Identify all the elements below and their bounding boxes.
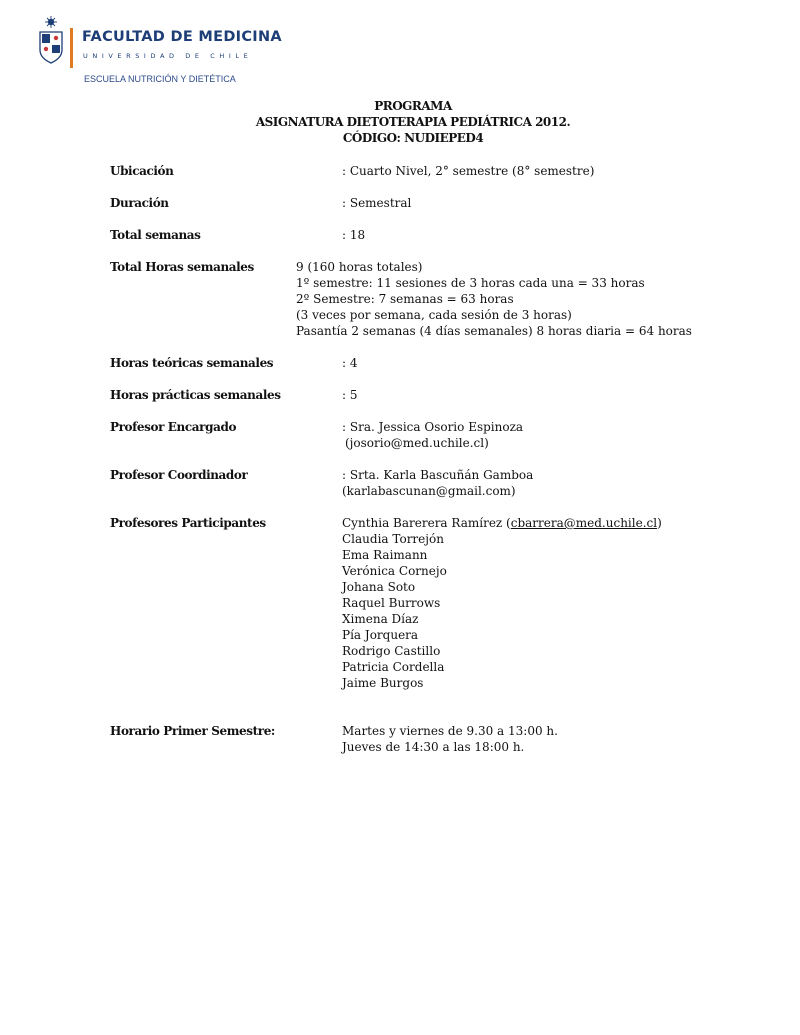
professor-email: (karlabascunan@gmail.com) [342, 484, 516, 498]
field-value: : 18 [342, 228, 366, 242]
field-label: Total Horas semanales [110, 260, 254, 274]
field-label: Profesor Encargado [110, 420, 237, 434]
participant-name: Patricia Cordella [342, 660, 445, 674]
professor-name: : Sra. Jessica Osorio Espinoza [342, 420, 524, 434]
participants-list [342, 515, 662, 691]
hours-line: (3 veces por semana, cada sesión de 3 horas) [296, 308, 572, 322]
field-value [342, 723, 558, 755]
hours-line: 9 (160 horas totales) [296, 260, 423, 274]
field-label: Duración [110, 196, 169, 210]
program-heading [0, 98, 800, 146]
schedule-line: Jueves de 14:30 a las 18:00 h. [342, 740, 525, 754]
participant-name: Raquel Burrows [342, 596, 441, 610]
participant-name: Claudia Torrejón [342, 532, 444, 546]
participant-name: Jaime Burgos [342, 676, 424, 690]
participant-name: Cynthia Barerera Ramírez ( [342, 516, 511, 530]
field-label: Horario Primer Semestre: [110, 724, 275, 738]
participant-first [342, 515, 662, 531]
hours-line: Pasantía 2 semanas (4 días semanales) 8 horas diaria = 64 horas [296, 324, 692, 338]
participant-name: Rodrigo Castillo [342, 644, 441, 658]
participant-name: Verónica Cornejo [342, 564, 447, 578]
field-value: : Cuarto Nivel, 2° semestre (8° semestre) [342, 164, 595, 178]
participant-email-link[interactable]: cbarrera@med.uchile.cl [510, 516, 658, 530]
field-label: Total semanas [110, 228, 201, 242]
paren-close: ) [657, 516, 662, 530]
professor-email: (josorio@med.uchile.cl) [345, 436, 489, 450]
hours-line: 2º Semestre: 7 semanas = 63 horas [296, 292, 514, 306]
field-value: : 5 [342, 388, 358, 402]
field-value [342, 419, 523, 435]
participant-name: Ema Raimann [342, 548, 428, 562]
participant-name: Ximena Díaz [342, 612, 419, 626]
university-crest-icon [38, 16, 64, 64]
field-label: Horas teóricas semanales [110, 356, 274, 370]
logo-subtitle: UNIVERSIDAD DE CHILE [83, 52, 253, 60]
hours-line: 1º semestre: 11 sesiones de 3 horas cada una = 33 horas [296, 276, 645, 290]
field-value: : 4 [342, 356, 358, 370]
course-code: CÓDIGO: NUDIEPED4 [342, 131, 484, 145]
field-value: : Semestral [342, 196, 412, 210]
school-name: ESCUELA NUTRICIÓN Y DIETÉTICA [84, 74, 236, 84]
field-value [296, 259, 692, 339]
field-value [342, 467, 533, 499]
schedule-line: Martes y viernes de 9.30 a 13:00 h. [342, 724, 558, 738]
program-title: PROGRAMA [374, 99, 452, 113]
logo-divider [70, 28, 73, 68]
field-label: Profesor Coordinador [110, 468, 248, 482]
field-label: Profesores Participantes [110, 516, 266, 530]
professor-name: : Srta. Karla Bascuñán Gamboa [342, 468, 534, 482]
participant-name: Pía Jorquera [342, 628, 419, 642]
participant-name: Johana Soto [342, 580, 416, 594]
field-label: Horas prácticas semanales [110, 388, 281, 402]
logo-title: FACULTAD DE MEDICINA [82, 29, 282, 45]
field-label: Ubicación [110, 164, 174, 178]
course-title: ASIGNATURA DIETOTERAPIA PEDIÁTRICA 2012. [255, 115, 571, 129]
